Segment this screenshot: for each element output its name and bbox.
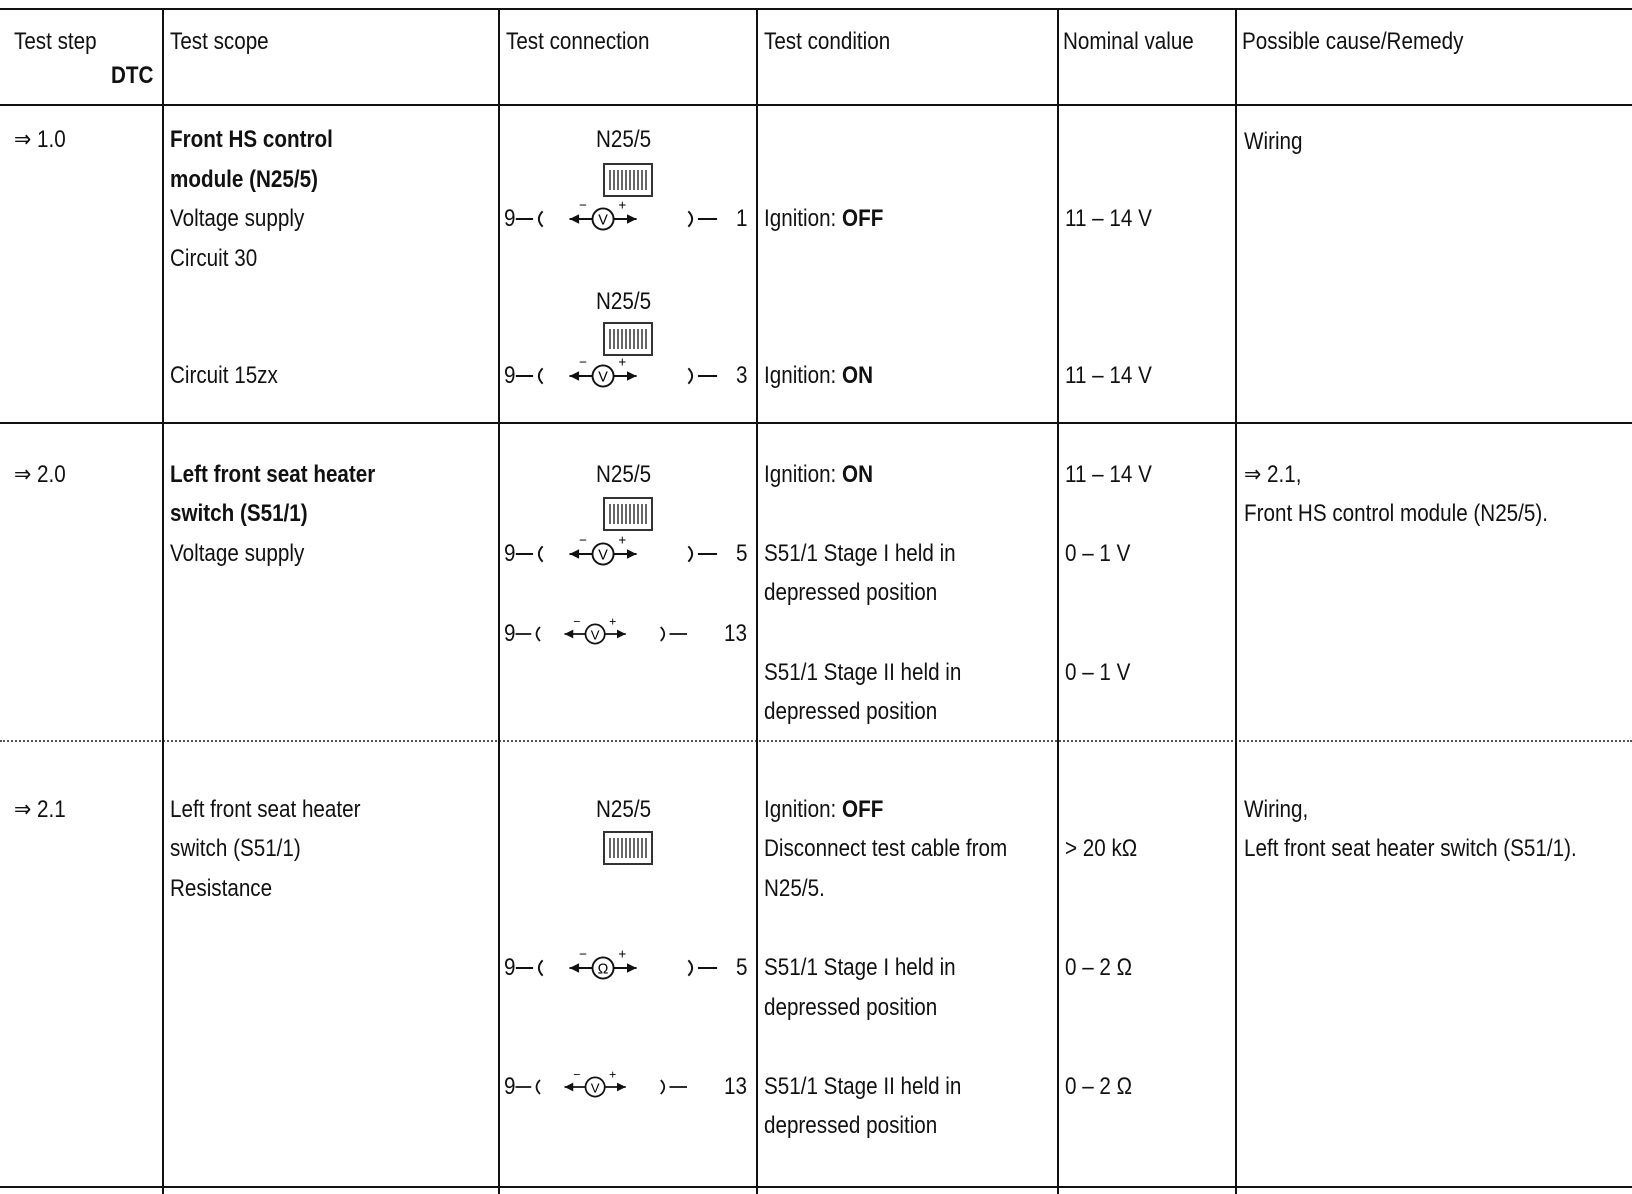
meter-minus: − (579, 948, 587, 962)
row-1-bottom-rule (0, 422, 1632, 424)
row-3-nominal-a: > 20 kΩ (1065, 835, 1138, 862)
meter-symbol: Ω (597, 961, 609, 978)
row-1-step: ⇒ 1.0 (14, 126, 66, 153)
meter-symbol: V (590, 1080, 600, 1096)
row-3-scope-line-3: Resistance (170, 875, 273, 902)
voltmeter-icon (512, 614, 722, 654)
row-2-bottom-rule (0, 740, 1632, 742)
header-nominal-value: Nominal value (1063, 28, 1194, 55)
header-test-condition: Test condition (764, 28, 891, 55)
header-dtc: DTC (111, 62, 154, 89)
col-rule-4 (1057, 8, 1059, 1194)
condition-label: Ignition: (764, 796, 843, 823)
row-1-scope-title-1: Front HS control (170, 126, 333, 153)
col-rule-5 (1235, 8, 1237, 1194)
row-2-module-label: N25/5 (596, 461, 652, 488)
meter-plus: + (618, 948, 627, 962)
col-rule-1 (162, 8, 164, 1194)
row-3-condition-b-2: depressed position (764, 994, 938, 1021)
row-1-pin-a-right: 1 (736, 205, 748, 232)
row-1-nominal-a: 11 – 14 V (1065, 205, 1152, 232)
row-3-pin-b-left: 9 (504, 1073, 516, 1100)
row-2-pin-a-right: 5 (736, 540, 748, 567)
meter-minus: − (579, 199, 587, 213)
header-possible-cause: Possible cause/Remedy (1242, 28, 1464, 55)
module-connector-icon (603, 831, 653, 865)
row-1-nominal-b: 11 – 14 V (1065, 362, 1152, 389)
condition-label: Ignition: (764, 362, 843, 389)
header-test-step: Test step (14, 28, 97, 55)
row-1-scope-title-2: module (N25/5) (170, 166, 318, 193)
header-bottom-rule (0, 104, 1632, 106)
row-1-pin-b-right: 3 (736, 362, 748, 389)
module-connector-icon (603, 322, 653, 356)
condition-value: OFF (842, 205, 884, 232)
meter-minus: − (573, 614, 581, 629)
row-3-nominal-b: 0 – 2 Ω (1065, 954, 1133, 981)
row-3-condition-a-2: Disconnect test cable from (764, 835, 1008, 862)
row-2-pin-b-left: 9 (504, 620, 516, 647)
row-3-cause-2: Left front seat heater switch (S51/1). (1244, 835, 1577, 862)
header-test-scope: Test scope (170, 28, 269, 55)
table-top-rule (0, 8, 1632, 10)
row-2-cause-2: Front HS control module (N25/5). (1244, 500, 1548, 527)
row-2-cause-1: ⇒ 2.1, (1244, 461, 1302, 488)
ohmmeter-icon (512, 948, 742, 988)
row-1-condition-b (764, 356, 873, 396)
voltmeter-icon (512, 1067, 722, 1107)
row-3-scope-line-2: switch (S51/1) (170, 835, 301, 862)
condition-label: Ignition: (764, 461, 843, 488)
row-1-module-label-b: N25/5 (596, 288, 652, 315)
col-rule-2 (498, 8, 500, 1194)
row-3-condition-a-3: N25/5. (764, 875, 825, 902)
row-1-cause: Wiring (1244, 128, 1303, 155)
row-2-nominal-b: 0 – 1 V (1065, 540, 1131, 567)
row-1-scope-line-4: Circuit 30 (170, 245, 258, 272)
row-2-condition-c-2: depressed position (764, 698, 938, 725)
row-1-pin-b-left: 9 (504, 362, 516, 389)
meter-minus: − (573, 1067, 581, 1082)
condition-label: Ignition: (764, 205, 843, 232)
row-2-step: ⇒ 2.0 (14, 461, 66, 488)
condition-value: ON (842, 362, 873, 389)
module-connector-icon (603, 163, 653, 197)
row-3-step: ⇒ 2.1 (14, 796, 66, 823)
row-2-scope-title-1: Left front seat heater (170, 461, 376, 488)
row-1-scope-line-3: Voltage supply (170, 205, 305, 232)
condition-value: OFF (842, 796, 884, 823)
row-3-condition-c-2: depressed position (764, 1112, 938, 1139)
row-3-condition-a (764, 790, 883, 830)
row-1-module-label-a: N25/5 (596, 126, 652, 153)
col-rule-3 (756, 8, 758, 1194)
table-bottom-rule (0, 1186, 1632, 1188)
meter-plus: + (618, 534, 627, 548)
row-3-condition-b-1: S51/1 Stage I held in (764, 954, 956, 981)
row-2-pin-a-left: 9 (504, 540, 516, 567)
row-3-pin-a-left: 9 (504, 954, 516, 981)
meter-symbol: V (590, 627, 600, 643)
row-2-condition-c-1: S51/1 Stage II held in (764, 659, 962, 686)
row-2-nominal-c: 0 – 1 V (1065, 659, 1131, 686)
meter-symbol: V (598, 212, 608, 229)
row-3-module-label: N25/5 (596, 796, 652, 823)
row-2-scope-title-2: switch (S51/1) (170, 500, 308, 527)
row-1-pin-a-left: 9 (504, 205, 516, 232)
row-2-nominal-a: 11 – 14 V (1065, 461, 1152, 488)
row-3-nominal-c: 0 – 2 Ω (1065, 1073, 1133, 1100)
row-3-scope-line-1: Left front seat heater (170, 796, 361, 823)
condition-value: ON (842, 461, 873, 488)
row-2-condition-b-1: S51/1 Stage I held in (764, 540, 956, 567)
module-connector-icon (603, 497, 653, 531)
voltmeter-icon (512, 534, 742, 574)
meter-plus: + (609, 614, 617, 629)
row-3-cause-1: Wiring, (1244, 796, 1309, 823)
row-2-scope-line-3: Voltage supply (170, 540, 305, 567)
meter-plus: + (618, 199, 627, 213)
row-3-pin-b-right: 13 (724, 1073, 747, 1100)
meter-minus: − (579, 534, 587, 548)
meter-symbol: V (598, 369, 608, 386)
row-2-condition-a (764, 455, 873, 495)
header-test-connection: Test connection (506, 28, 650, 55)
meter-plus: + (618, 356, 627, 370)
row-3-condition-c-1: S51/1 Stage II held in (764, 1073, 962, 1100)
row-2-pin-b-right: 13 (724, 620, 747, 647)
row-1-condition-a (764, 199, 883, 239)
meter-plus: + (609, 1067, 617, 1082)
voltmeter-icon (512, 356, 742, 396)
row-2-condition-b-2: depressed position (764, 579, 938, 606)
meter-minus: − (579, 356, 587, 370)
meter-symbol: V (598, 547, 608, 564)
voltmeter-icon (512, 199, 742, 239)
row-3-pin-a-right: 5 (736, 954, 748, 981)
row-1-scope-line-5: Circuit 15zx (170, 362, 278, 389)
